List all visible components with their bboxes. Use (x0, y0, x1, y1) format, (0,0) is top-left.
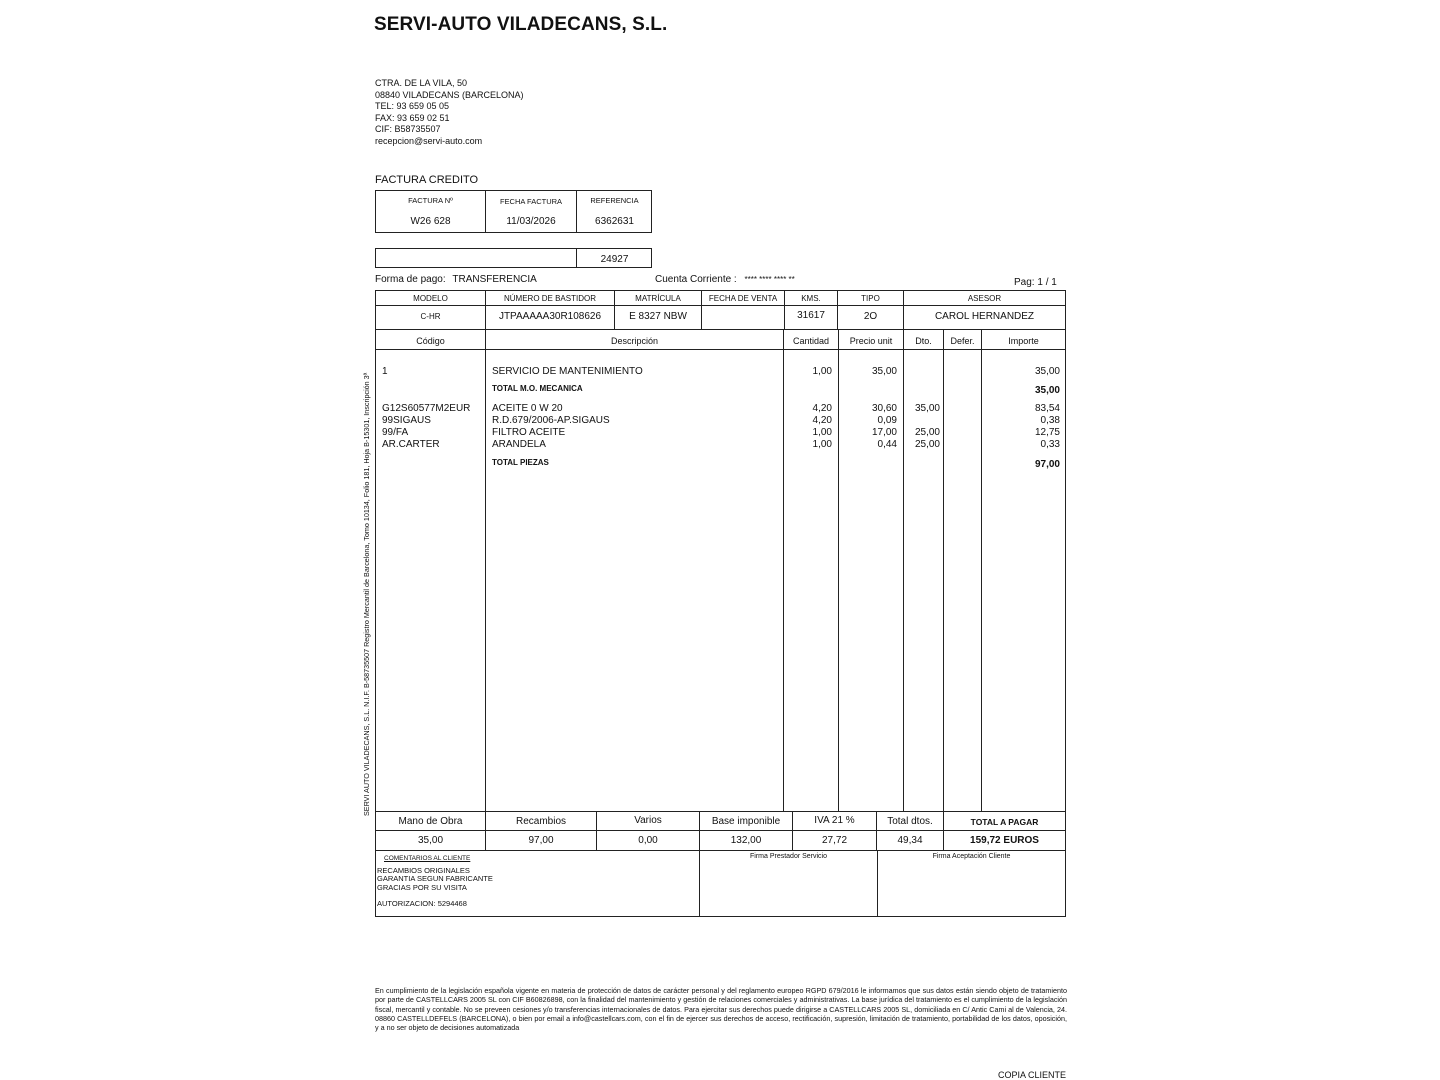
invoice-date: 11/03/2026 (506, 216, 556, 227)
total-header-parts: Recambios (515, 816, 567, 827)
labour-amount: 35,00 (1034, 366, 1060, 377)
authorization-code: AUTORIZACION: 5294468 (377, 899, 467, 908)
part-unit-price: 17,00 (871, 427, 897, 438)
col-header-code: Código (416, 336, 445, 346)
fax-line: FAX: 93 659 02 51 (375, 112, 450, 123)
part-discount: 35,00 (914, 403, 940, 414)
col-header-sale-date: FECHA DE VENTA (708, 294, 778, 303)
labour-total: 35,00 (1034, 385, 1060, 396)
bank-account (655, 274, 795, 285)
part-description: FILTRO ACEITE (492, 427, 566, 438)
part-code: AR.CARTER (382, 439, 440, 450)
vehicle-kms: 31617 (797, 310, 825, 321)
total-labour: 35,00 (417, 835, 444, 846)
total-header-tax-base: Base imponible (711, 816, 781, 827)
client-code-box (375, 248, 652, 268)
total-discounts: 49,34 (897, 835, 923, 846)
total-header-to-pay: TOTAL A PAGAR (970, 817, 1039, 827)
total-header-misc: Varios (634, 815, 662, 826)
total-header-discounts: Total dtos. (887, 816, 933, 827)
cif-line: CIF: B58735507 (375, 124, 441, 135)
part-quantity: 4,20 (812, 415, 832, 426)
vehicle-type: 2O (863, 311, 878, 322)
page-number: Pag: 1 / 1 (1014, 277, 1057, 288)
col-header-amount: Importe (1008, 336, 1039, 346)
total-to-pay: 159,72 EUROS (970, 835, 1039, 846)
parts-total-label: TOTAL PIEZAS (492, 458, 549, 467)
company-name: SERVI-AUTO VILADECANS, S.L. (374, 14, 668, 35)
col-header-quantity: Cantidad (792, 336, 830, 346)
part-quantity: 1,00 (812, 427, 832, 438)
client-code: 24927 (600, 254, 629, 265)
total-tax-base: 132,00 (730, 835, 762, 846)
account-value: **** **** **** ** (744, 275, 795, 284)
invoice-date-label: FECHA FACTURA (499, 197, 563, 206)
part-unit-price: 30,60 (871, 403, 897, 414)
total-vat: 27,72 (821, 835, 848, 846)
comment-line: RECAMBIOS ORIGINALES (377, 866, 470, 875)
part-quantity: 4,20 (812, 403, 832, 414)
client-signature-label: Firma Aceptación Cliente (932, 853, 1011, 860)
part-unit-price: 0,09 (877, 415, 897, 426)
labour-total-label: TOTAL M.O. MECANICA (492, 384, 583, 393)
part-discount: 25,00 (914, 427, 940, 438)
part-description: R.D.679/2006-AP.SIGAUS (492, 415, 610, 426)
vehicle-vin: JTPAAAAA30R108626 (498, 311, 602, 322)
document-type: FACTURA CREDITO (375, 174, 479, 186)
col-header-advisor: ASESOR (967, 294, 1002, 303)
total-misc: 0,00 (638, 835, 658, 846)
email-line: recepcion@servi-auto.com (375, 135, 483, 146)
part-amount: 83,54 (1034, 403, 1060, 414)
col-header-model: MODELO (413, 294, 448, 303)
company-address (375, 78, 524, 148)
col-header-vin: NÚMERO DE BASTIDOR (503, 294, 596, 303)
invoice-number-label: FACTURA Nº (408, 196, 453, 205)
part-unit-price: 0,44 (877, 439, 897, 450)
invoice-main-frame (375, 290, 1066, 917)
comments-label: COMENTARIOS AL CLIENTE (384, 855, 471, 862)
col-header-plate: MATRÍCULA (635, 294, 681, 303)
part-description: ACEITE 0 W 20 (492, 403, 563, 414)
reference-number: 6362631 (595, 216, 634, 227)
col-header-deferred: Defer. (950, 336, 975, 346)
total-parts: 97,00 (528, 835, 554, 846)
address-line: CTRA. DE LA VILA, 50 (375, 78, 468, 88)
provider-signature-label: Firma Prestador Servicio (749, 853, 828, 860)
col-header-unit-price: Precio unit (849, 336, 893, 346)
col-header-discount: Dto. (915, 336, 932, 346)
address-line: 08840 VILADECANS (BARCELONA) (375, 89, 524, 100)
total-header-labour: Mano de Obra (398, 816, 463, 827)
col-header-description: Descripción (610, 336, 659, 346)
total-header-vat: IVA 21 % (814, 815, 855, 826)
payment-label: Forma de pago: (375, 274, 446, 285)
labour-code: 1 (382, 366, 388, 377)
comment-line: GRACIAS POR SU VISITA (377, 882, 467, 892)
part-description: ARANDELA (492, 439, 546, 450)
part-discount: 25,00 (914, 439, 940, 450)
account-label: Cuenta Corriente : (655, 274, 737, 285)
reference-label: REFERENCIA (590, 196, 639, 205)
part-quantity: 1,00 (812, 439, 832, 450)
labour-description: SERVICIO DE MANTENIMIENTO (492, 366, 643, 377)
payment-method (375, 274, 537, 285)
part-amount: 12,75 (1034, 427, 1060, 438)
comment-line: GARANTIA SEGUN FABRICANTE (377, 874, 493, 884)
part-code: G12S60577M2EUR (382, 403, 471, 414)
part-amount: 0,38 (1040, 415, 1060, 426)
payment-value: TRANSFERENCIA (452, 274, 537, 285)
copy-label: COPIA CLIENTE (998, 1070, 1067, 1080)
phone-line: TEL: 93 659 05 05 (375, 101, 450, 112)
invoice-number: W26 628 (410, 216, 451, 227)
privacy-legal-notice: En cumplimiento de la legislación española vigente en materia de protección de datos de carácter personal y del reglamento europeo RGPD 679/2016 le informamos que sus datos están siendo objeto de tratamiento por parte de CASTELLCARS 2005 SL con CIF B60826898, con la finalidad del mantenimiento y gestión de relaciones comerciales y administrativas. La base jurídica del tratamiento es el cumplimiento de la legislación fiscal, mercantil y contable. No se preveen cesiones y/o transferencias internacionales de datos. Para ejercitar sus derechos puede dirigirse a CASTELLCARS 2005 SL, domiciliada en C/ Antic Cami al de Valencia, 24. 08860 CASTELLDEFELS (BARCELONA), o bien por email a info@castellcars.com, con el fin de ejercer sus derechos de acceso, rectificación, supresión, limitación de tratamiento, portabilidad de los datos, oposición, y a no ser objeto de decisiones automatizada (375, 986, 1067, 1033)
part-code: 99/FA (382, 427, 409, 438)
part-code: 99SIGAUS (382, 415, 431, 426)
part-amount: 0,33 (1040, 439, 1060, 450)
vehicle-plate: E 8327 NBW (629, 311, 687, 322)
comments-list (377, 867, 493, 892)
labour-unit-price: 35,00 (871, 366, 897, 377)
vehicle-model: C-HR (420, 312, 441, 321)
col-header-type: TIPO (861, 294, 880, 303)
parts-total: 97,00 (1034, 459, 1060, 470)
registry-side-text: SERVI AUTO VILADECANS, S.L. N.I.F. B-58735507 Registro Mercantil de Barcelona, Tomo 10134, Folio 181, Hoja B-15301, Inscripción 3ª (362, 372, 371, 816)
col-header-kms: KMS. (801, 294, 821, 303)
labour-quantity: 1,00 (812, 366, 832, 377)
vehicle-advisor: CAROL HERNANDEZ (934, 311, 1035, 322)
invoice-id-box (375, 190, 652, 233)
